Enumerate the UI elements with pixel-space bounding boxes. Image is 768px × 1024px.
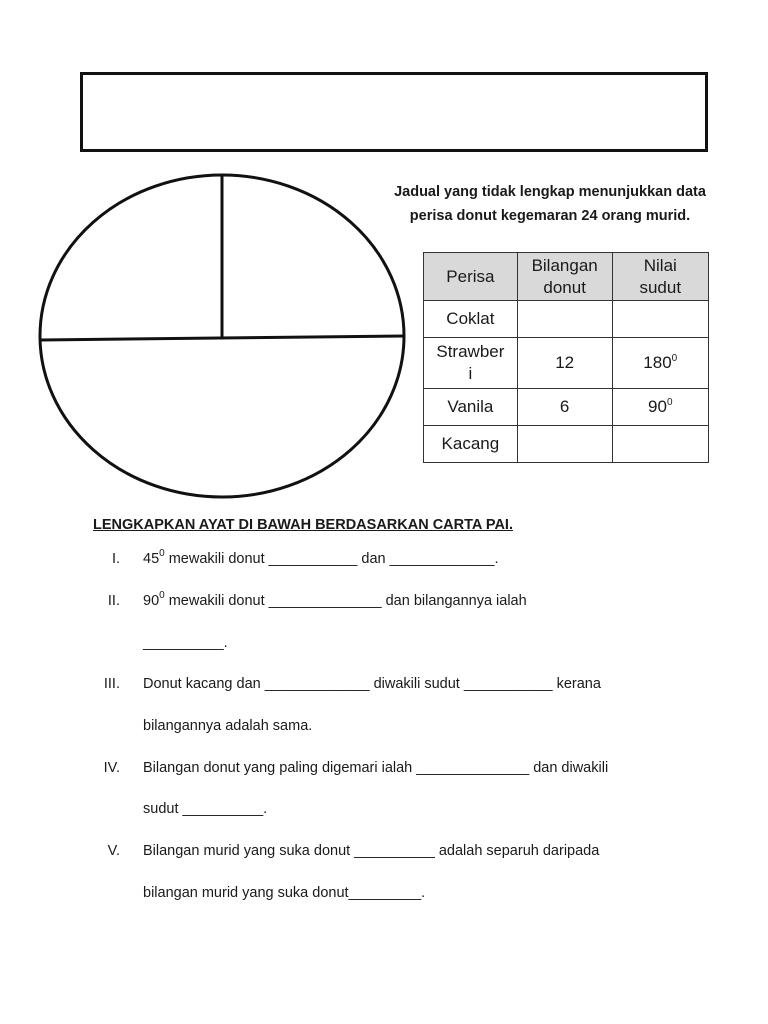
cell-sudut: [612, 301, 708, 338]
pie-chart: [34, 170, 410, 504]
cell-sudut: $180^0$: [612, 338, 708, 389]
intro-line-2: perisa donut kegemaran 24 orang murid.: [409, 208, 691, 224]
table-row: [424, 389, 709, 426]
question-number: IV.: [103, 760, 120, 776]
cell-sudut: $90^0$: [612, 389, 708, 426]
data-table: [423, 252, 709, 463]
cell-bilangan: [517, 301, 612, 338]
table-row: [424, 426, 709, 463]
cell-sudut: [612, 426, 708, 463]
question-line-2: __________.: [143, 635, 228, 651]
question-number: V.: [107, 843, 120, 859]
table-row: [424, 338, 709, 389]
question-number: I.: [111, 551, 120, 567]
header-bilangan: Bilangan donut: [517, 253, 612, 301]
question-line-2: sudut __________.: [143, 801, 268, 817]
question-line-2: bilangannya adalah sama.: [143, 718, 313, 734]
instruction-heading: LENGKAPKAN AYAT DI BAWAH BERDASARKAN CARTA PAI.: [93, 517, 513, 533]
cell-perisa: Vanila: [424, 389, 518, 426]
cell-bilangan: [517, 426, 612, 463]
question-number: II.: [107, 593, 120, 609]
cell-bilangan: 12: [517, 338, 612, 389]
cell-bilangan: 6: [517, 389, 612, 426]
cell-perisa: Strawber i: [424, 338, 518, 389]
question-line: Bilangan murid yang suka donut __________ adalah separuh daripada: [143, 843, 600, 859]
intro-line-1: Jadual yang tidak lengkap menunjukkan data: [394, 184, 706, 200]
cell-perisa: Coklat: [424, 301, 518, 338]
question-line: Bilangan donut yang paling digemari ialah ______________ dan diwakili: [143, 760, 609, 776]
header-perisa: Perisa: [424, 253, 518, 301]
question-line: Donut kacang dan _____________ diwakili sudut ___________ kerana: [143, 676, 601, 692]
question-line: $90^0$ mewakili donut ______________ dan bilangannya ialah: [143, 590, 527, 609]
table-row: [424, 301, 709, 338]
header-sudut: Nilai sudut: [612, 253, 708, 301]
cell-perisa: Kacang: [424, 426, 518, 463]
title-box: [80, 72, 708, 152]
question-line-2: bilangan murid yang suka donut_________.: [143, 885, 426, 901]
intro-text: [372, 180, 728, 228]
question-number: III.: [103, 676, 120, 692]
table-header-row: [424, 253, 709, 301]
question-line: $45^0$ mewakili donut ___________ dan _____________.: [143, 548, 499, 567]
